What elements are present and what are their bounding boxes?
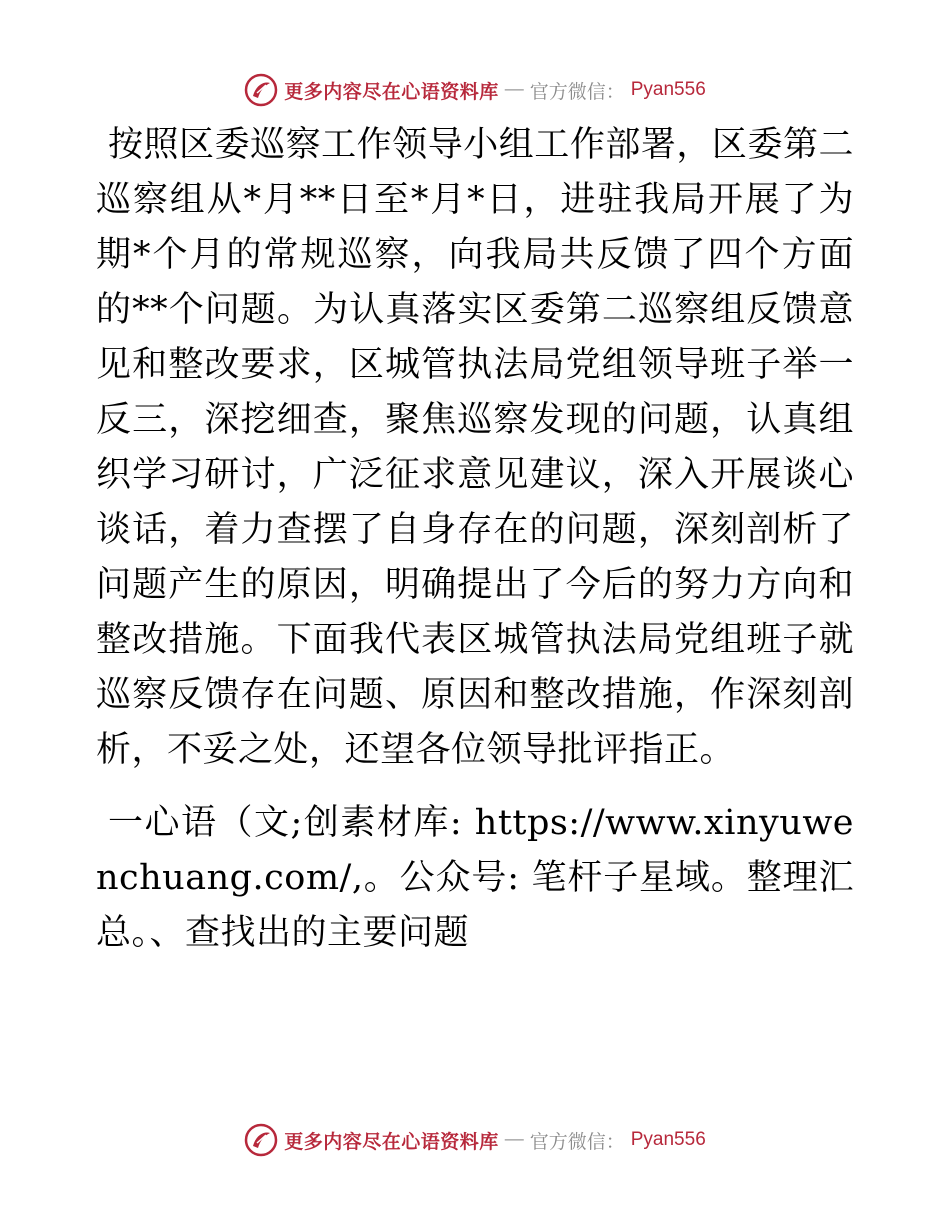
watermark-wechat-id: Pyan556 (630, 79, 706, 100)
watermark-wechat-id: Pyan556 (630, 1129, 706, 1150)
xinyu-logo-icon (244, 1123, 278, 1157)
watermark-title: 更多内容尽在心语资料库 (284, 1131, 499, 1153)
body-paragraph-1: 按照区委巡察工作领导小组工作部署，区委第二巡察组从*月**日至*月*日，进驻我局开展了为期*个月的常规巡察，向我局共反馈了四个方面的**个问题。为认真落实区委第二巡察组反馈意见和整改要求，区城管执法局党组领导班子举一反三，深挖细查，聚焦巡察发现的问题，认真组织学习研讨，广泛征求意见建议，深入开展谈心谈话，着力查摆了自身存在的问题，深刻剖析了问题产生的原因，明确提出了今后的努力方向和整改措施。下面我代表区城管执法局党组班子就巡察反馈存在问题、原因和整改措施，作深刻剖析，不妥之处，还望各位领导批评指正。 (96, 125, 854, 770)
xinyu-logo-icon (244, 73, 278, 107)
watermark-separator: — (504, 79, 524, 100)
watermark-label: 官方微信： (529, 81, 625, 103)
footer-watermark (0, 1122, 950, 1158)
watermark-label: 官方微信： (529, 1131, 625, 1153)
watermark-title: 更多内容尽在心语资料库 (284, 81, 499, 103)
document-body (96, 118, 854, 961)
header-watermark (0, 72, 950, 108)
body-paragraph-2: 一心语（文;创素材库: https://www.xinyuwenchuang.com/,。公众号: 笔杆子星域。整理汇总。、查找出的主要问题 (96, 803, 854, 953)
watermark-separator: — (504, 1129, 524, 1150)
